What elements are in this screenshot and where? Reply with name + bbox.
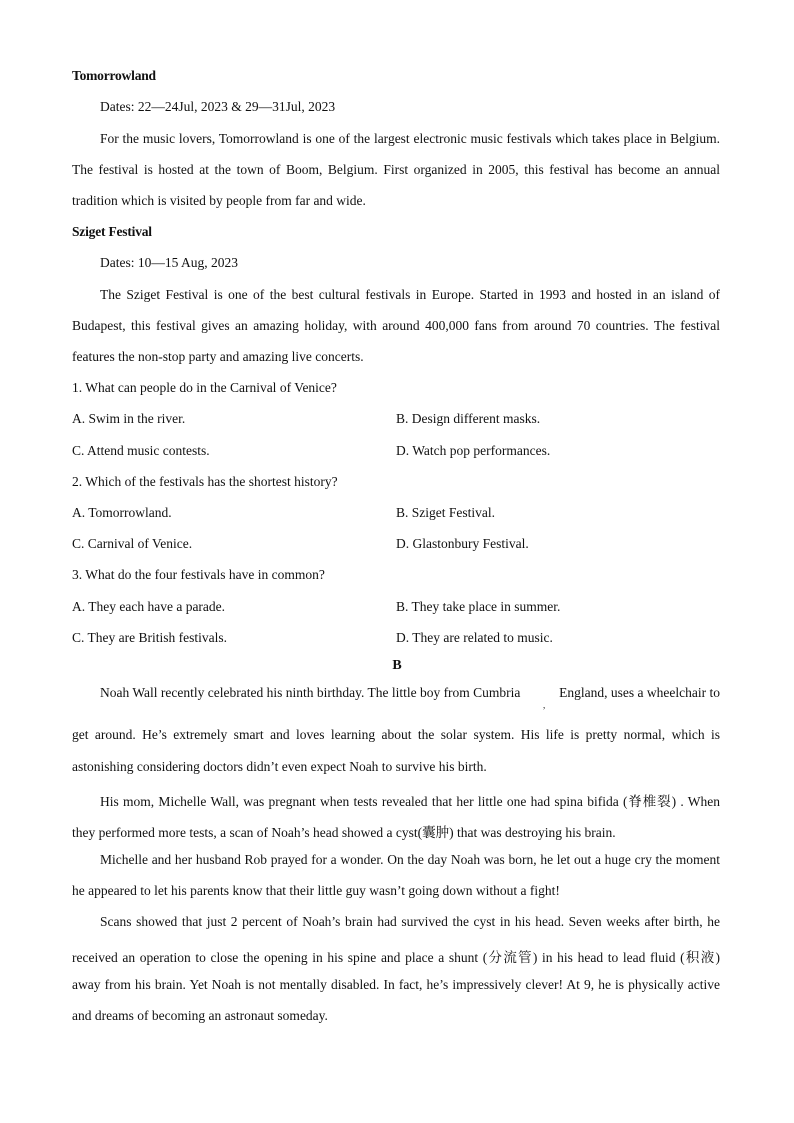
answer-option: D. Watch pop performances.	[396, 443, 551, 458]
tomorrowland-paragraph-line: For the music lovers, Tomorrowland is one of the largest electronic music festivals which takes place in Belgium.	[100, 131, 720, 146]
passage-b-line: Michelle and her husband Rob prayed for a wonder. On the day Noah was born, he let out a huge cry the moment	[100, 852, 720, 867]
festival-dates-tomorrowland: Dates: 22—24Jul, 2023 & 29—31Jul, 2023	[100, 99, 336, 114]
festival-title-sziget: Sziget Festival	[72, 224, 152, 239]
stray-comma: ,	[543, 700, 546, 710]
answer-option: C. Attend music contests.	[72, 443, 210, 458]
question-stem: 1. What can people do in the Carnival of Venice?	[72, 380, 337, 395]
tomorrowland-paragraph-line: The festival is hosted at the town of Boom, Belgium. First organized in 2005, this festival has become an annual	[72, 162, 720, 177]
answer-option: B. Sziget Festival.	[396, 505, 495, 520]
passage-b-line: His mom, Michelle Wall, was pregnant when tests revealed that her little one had spina bifida (脊椎裂) . When	[100, 794, 720, 809]
passage-b-line: they performed more tests, a scan of Noah’s head showed a cyst(囊肿) that was destroying his brain.	[72, 825, 616, 840]
tomorrowland-paragraph-line: tradition which is visited by people from far and wide.	[72, 193, 366, 208]
passage-b-line: Scans showed that just 2 percent of Noah’s brain had survived the cyst in his head. Seven weeks after birth, he	[100, 914, 720, 929]
answer-option: C. Carnival of Venice.	[72, 536, 193, 551]
question-stem: 2. Which of the festivals has the shortest history?	[72, 474, 338, 489]
answer-option: A. Tomorrowland.	[72, 505, 172, 520]
passage-b-line: received an operation to close the opening in his spine and place a shunt (分流管) in his head to lead fluid (积液)	[72, 950, 720, 965]
sziget-paragraph-line: Budapest, this festival gives an amazing holiday, with around 400,000 fans from around 70 countries. The festival	[72, 318, 720, 333]
section-title-b: B	[392, 658, 402, 673]
passage-b-line: away from his brain. Yet Noah is not mentally disabled. In fact, he’s impressively clever! At 9, he is physically active	[72, 977, 720, 992]
answer-option: B. They take place in summer.	[396, 599, 561, 614]
passage-b-line: England, uses a wheelchair to	[559, 685, 720, 700]
festival-title-tomorrowland: Tomorrowland	[72, 68, 156, 83]
festival-dates-sziget: Dates: 10—15 Aug, 2023	[100, 255, 238, 270]
passage-b-line: Noah Wall recently celebrated his ninth birthday. The little boy from Cumbria	[100, 685, 521, 700]
question-stem: 3. What do the four festivals have in common?	[72, 567, 325, 582]
sziget-paragraph-line: features the non-stop party and amazing live concerts.	[72, 349, 364, 364]
answer-option: D. Glastonbury Festival.	[396, 536, 529, 551]
passage-b-line: astonishing considering doctors didn’t even expect Noah to survive his birth.	[72, 759, 487, 774]
sziget-paragraph-line: The Sziget Festival is one of the best cultural festivals in Europe. Started in 1993 and hosted in an island of	[100, 287, 720, 302]
answer-option: C. They are British festivals.	[72, 630, 227, 645]
passage-b-line: get around. He’s extremely smart and loves learning about the solar system. His life is pretty normal, which is	[72, 727, 720, 742]
answer-option: D. They are related to music.	[396, 630, 553, 645]
answer-option: A. They each have a parade.	[72, 599, 226, 614]
answer-option: A. Swim in the river.	[72, 411, 186, 426]
answer-option: B. Design different masks.	[396, 411, 541, 426]
passage-b-line: and dreams of becoming an astronaut someday.	[72, 1008, 328, 1023]
passage-b-line: he appeared to let his parents know that their little guy wasn’t going down without a fight!	[72, 883, 560, 898]
